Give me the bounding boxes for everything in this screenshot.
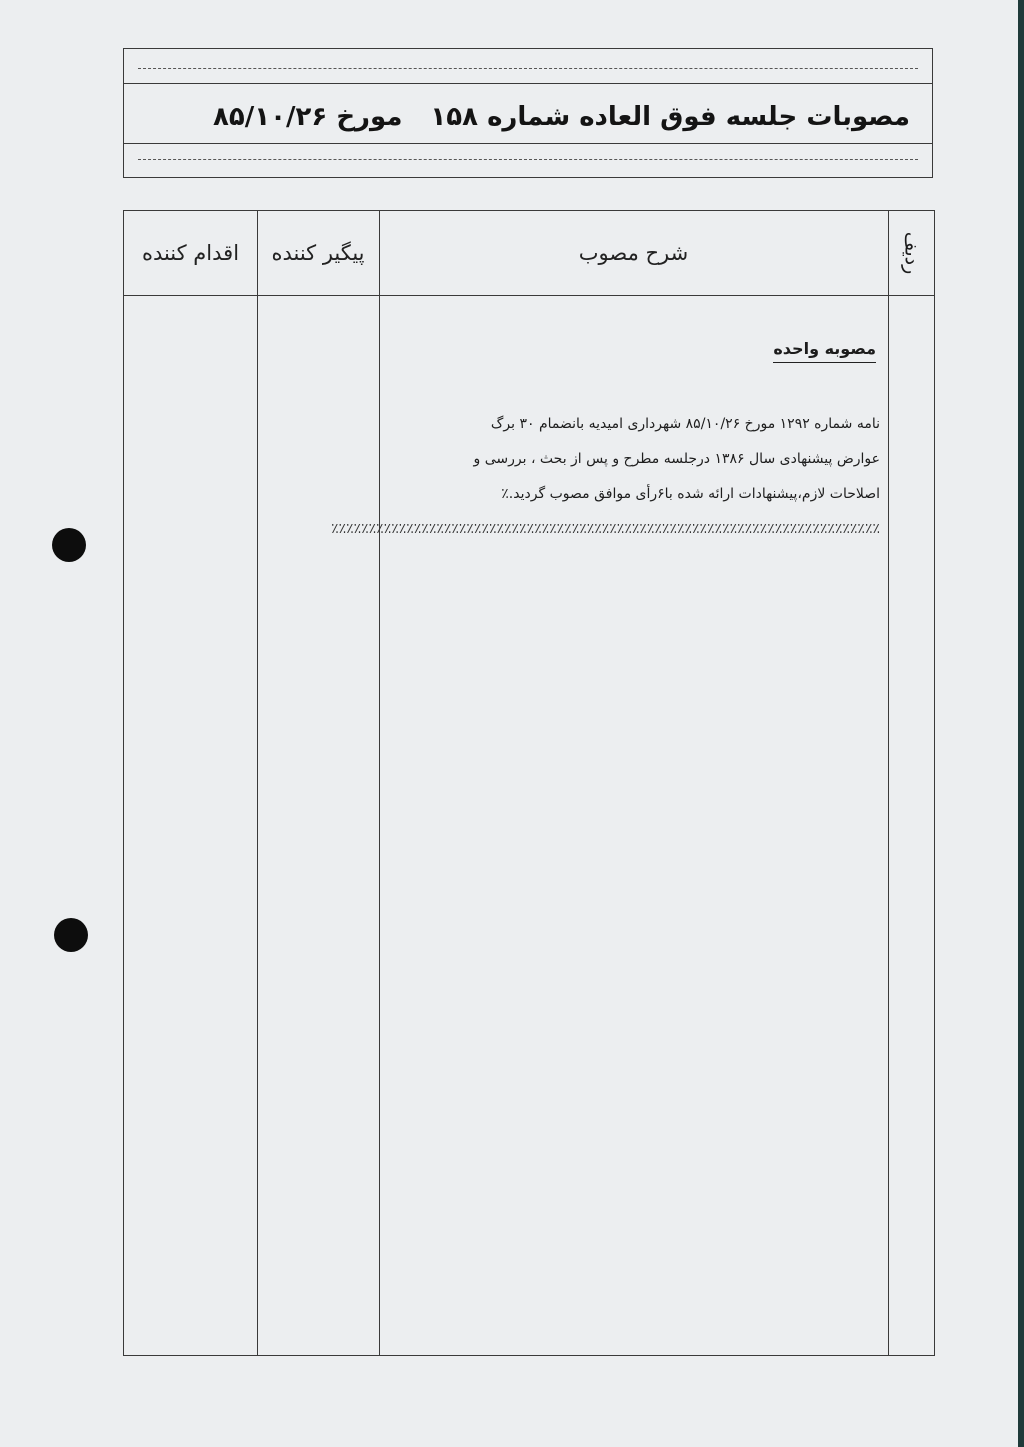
column-header-radif: [888, 211, 934, 295]
title-date: مورخ ۸۵/۱۰/۲۶: [213, 102, 403, 132]
resolution-line-3: اصلاحات لازم،پیشنهادات ارائه شده با۶رأی موافق مصوب گردید.٪: [501, 486, 880, 502]
punch-hole-bottom: [54, 918, 88, 952]
column-header-action: اقدام کننده: [141, 241, 240, 265]
header-box: [123, 48, 933, 178]
column-divider-follower: [379, 211, 380, 1355]
column-divider-action: [257, 211, 258, 1355]
column-header-follower: پیگیر کننده: [271, 241, 365, 265]
resolution-line-2: عوارض پیشنهادی سال ۱۳۸۶ درجلسه مطرح و پس از بحث ، بررسی و: [473, 451, 880, 467]
column-header-description: شرح مصوب: [578, 241, 689, 265]
header-dashed-rule-bottom: [138, 159, 918, 160]
column-divider-radif: [888, 211, 889, 1355]
resolution-line-1: نامه شماره ۱۲۹۲ مورخ ۸۵/۱۰/۲۶ شهرداری امیدیه بانضمام ۳۰ برگ: [490, 416, 880, 432]
radif-label: ردیف: [900, 231, 922, 275]
scan-edge: [1018, 0, 1024, 1447]
table-header-rule: [124, 295, 934, 296]
header-rule-top: [124, 83, 932, 84]
resolution-body: [331, 407, 880, 547]
resolution-table: [123, 210, 935, 1356]
title-text: مصوبات جلسه فوق العاده شماره ۱۵۸: [430, 102, 910, 132]
resolution-line-4: ٪٪٪٪٪٪٪٪٪٪٪٪٪٪٪٪٪٪٪٪٪٪٪٪٪٪٪٪٪٪٪٪٪٪٪٪٪٪٪٪٪٪٪٪٪٪٪٪٪٪٪٪٪٪٪٪٪٪٪٪٪٪٪٪٪٪٪٪٪٪٪٪٪: [331, 521, 880, 537]
page-title: [124, 89, 932, 145]
punch-hole-top: [52, 528, 86, 562]
resolution-heading: مصوبه واحده: [773, 339, 876, 363]
header-rule-bottom: [124, 143, 932, 144]
header-dashed-rule-top: [138, 68, 918, 69]
